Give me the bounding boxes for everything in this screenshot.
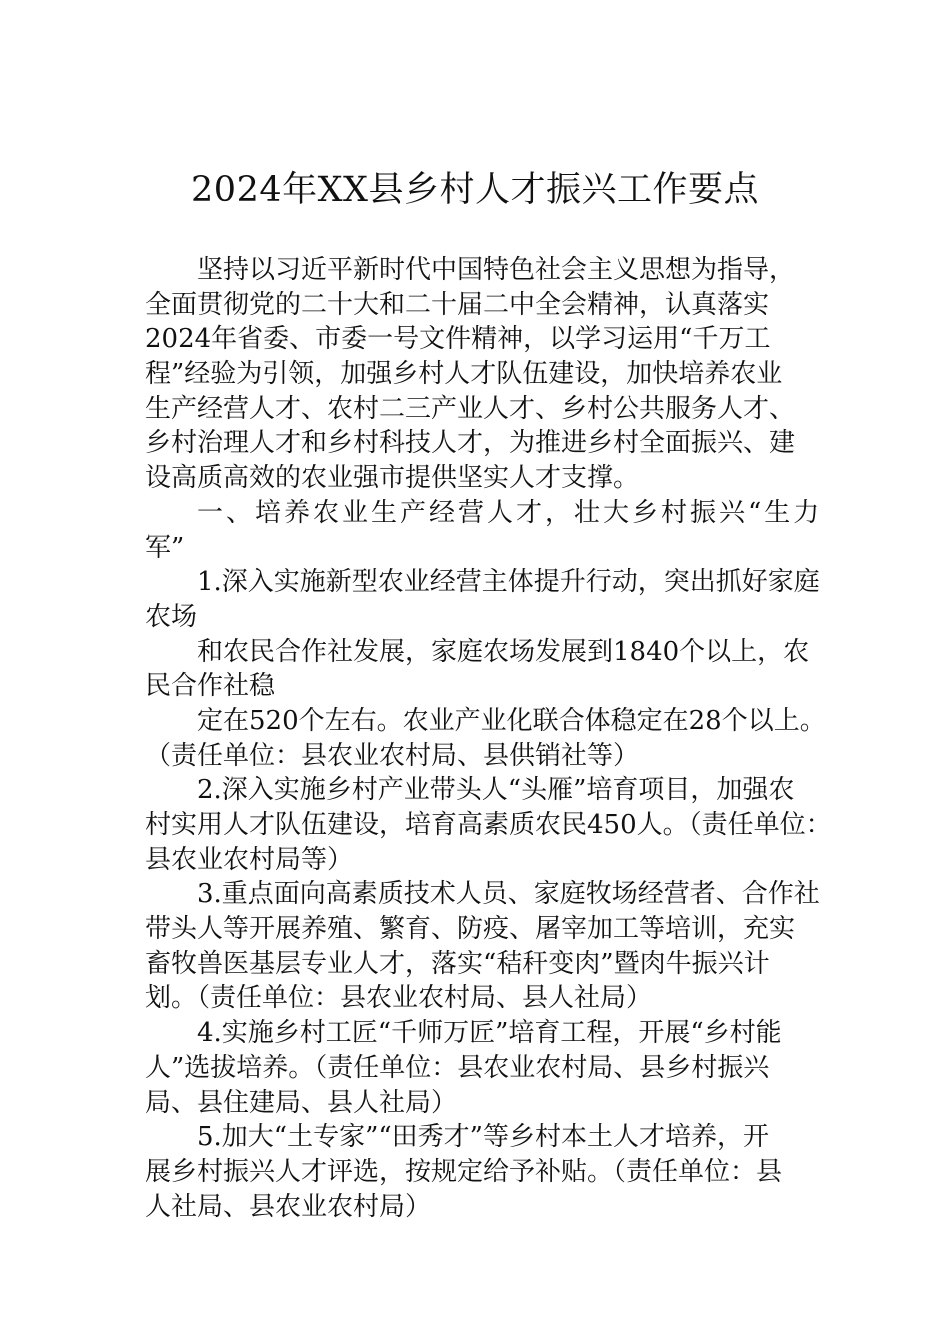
item-line: 带头人等开展养殖、繁育、防疫、屠宰加工等培训，充实 [145, 914, 796, 945]
item-line: 4.实施乡村工匠“千师万匠”培育工程，开展“乡村能 [197, 1018, 782, 1049]
item-line: 2.深入实施乡村产业带头人“头雁”培育项目，加强农 [197, 775, 795, 806]
item-line: （责任单位：县农业农村局、县供销社等） [145, 740, 640, 771]
paragraph-line: 设高质高效的农业强市提供坚实人才支撑。 [145, 463, 640, 494]
paragraph-line: 程”经验为引领，加强乡村人才队伍建设，加快培养农业 [145, 359, 783, 390]
paragraph-line: 全面贯彻党的二十大和二十届二中全会精神，认真落实 [145, 289, 770, 320]
item-line: 民合作社稳 [145, 671, 276, 702]
section-heading-line: 军” [145, 532, 185, 563]
item-line: 县农业农村局等） [145, 844, 354, 875]
item-line: 定在520个左右。农业产业化联合体稳定在28个以上。 [197, 705, 826, 736]
paragraph-line: 生产经营人才、农村二三产业人才、乡村公共服务人才、 [145, 393, 796, 424]
paragraph-line: 乡村治理人才和乡村科技人才，为推进乡村全面振兴、建 [145, 428, 796, 459]
item-line: 5.加大“土专家”“田秀才”等乡村本土人才培养，开 [197, 1122, 769, 1153]
item-line: 展乡村振兴人才评选，按规定给予补贴。（责任单位：县 [145, 1156, 783, 1187]
item-line: 农场 [145, 601, 198, 632]
item-line: 人”选拔培养。（责任单位：县农业农村局、县乡村振兴 [145, 1052, 770, 1083]
item-line: 1.深入实施新型农业经营主体提升行动，突出抓好家庭 [197, 567, 820, 598]
item-line: 村实用人才队伍建设，培育高素质农民450人。（责任单位： [145, 810, 832, 840]
item-line: 局、县住建局、县人社局） [145, 1087, 458, 1118]
document-title: 2024年XX县乡村人才振兴工作要点 [191, 170, 759, 210]
item-line: 畜牧兽医基层专业人才，落实“秸秆变肉”暨肉牛振兴计 [145, 948, 770, 979]
section-heading-line: 一、培养农业生产经营人才，壮大乡村振兴“生力 [197, 497, 823, 528]
paragraph-line: 坚持以习近平新时代中国特色社会主义思想为指导， [197, 255, 796, 285]
item-line: 3.重点面向高素质技术人员、家庭牧场经营者、合作社 [197, 879, 820, 910]
item-line: 和农民合作社发展，家庭农场发展到1840个以上，农 [197, 636, 810, 667]
item-line: 划。（责任单位：县农业农村局、县人社局） [145, 983, 653, 1014]
item-line: 人社局、县农业农村局） [145, 1191, 432, 1222]
paragraph-line: 2024年省委、市委一号文件精神，以学习运用“千万工 [145, 324, 771, 355]
document-body [145, 253, 835, 1224]
